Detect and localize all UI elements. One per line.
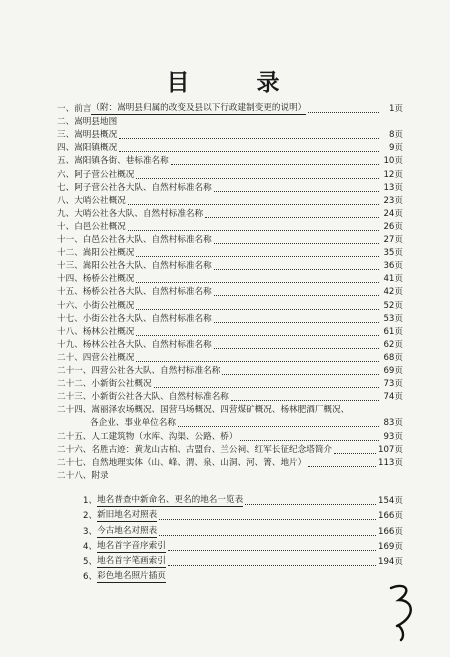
toc-entry xyxy=(57,102,403,115)
handwritten-mark xyxy=(383,582,423,642)
dot-leader xyxy=(119,142,379,152)
page-number: 8页 xyxy=(388,130,403,141)
dot-leader xyxy=(178,417,379,427)
dot-leader xyxy=(334,444,376,454)
entry-number: 4、 xyxy=(83,541,98,552)
page-number: 93页 xyxy=(383,431,403,442)
entry-number: 二十五、 xyxy=(57,431,92,442)
entry-label: 彩色地名照片插页 xyxy=(97,571,166,582)
entry-number: 三、 xyxy=(57,130,75,141)
entry-number: 十三、 xyxy=(57,261,83,272)
entry-number: 5、 xyxy=(83,557,98,568)
appendix-entry xyxy=(83,540,403,553)
entry-number: 四、 xyxy=(57,143,75,154)
entry-label: 小新街公社各大队、自然村标准名称 xyxy=(91,392,229,403)
dot-leader xyxy=(159,510,376,520)
page-number: 69页 xyxy=(383,366,403,376)
toc-entry xyxy=(57,430,403,443)
toc-entry xyxy=(57,259,403,272)
entry-note: （附：嵩明县归属的改变及县以下行政建制变更的说明） xyxy=(91,103,307,113)
entry-number: 十七、 xyxy=(57,313,83,324)
page-number: 166页 xyxy=(378,511,403,522)
toc-entry xyxy=(57,128,403,141)
entry-number: 一、 xyxy=(57,104,75,114)
toc-entry xyxy=(57,285,403,298)
entry-label: 自然地理实体（山、峰、渭、泉、山洞、河、箐、地片） xyxy=(91,457,307,468)
page-title: 目 录 xyxy=(166,69,302,96)
toc-entry xyxy=(57,246,403,259)
entry-label: 嵩阳镇概况 xyxy=(74,143,118,154)
toc-entry xyxy=(57,168,403,181)
entry-label: 嵩阳镇各街、巷标准名称 xyxy=(74,156,169,167)
entry-label: 新旧地名对照表 xyxy=(97,510,158,521)
entry-label: 附录 xyxy=(91,470,109,481)
dot-leader xyxy=(128,195,379,205)
page-number: 42页 xyxy=(383,287,403,298)
toc-entry xyxy=(57,469,403,482)
dot-leader xyxy=(222,365,379,375)
dot-leader xyxy=(214,286,379,296)
page-number: 61页 xyxy=(383,326,403,337)
toc-entry xyxy=(57,233,403,246)
entry-label: 杨桥公社概况 xyxy=(82,274,135,285)
entry-label: 四营公社概况 xyxy=(82,352,135,363)
page-number: 166页 xyxy=(378,526,403,537)
page-number: 35页 xyxy=(383,248,403,259)
entry-number: 十五、 xyxy=(57,287,83,298)
entry-number: 十九、 xyxy=(57,339,83,350)
entry-number: 十六、 xyxy=(57,300,83,311)
toc-entry xyxy=(57,390,403,403)
appendix-entry xyxy=(83,509,403,522)
toc-entry xyxy=(57,377,403,390)
entry-number: 五、 xyxy=(57,156,75,167)
entry-label: 四营公社各大队、自然村标准名称 xyxy=(91,366,221,376)
page-number: 12页 xyxy=(383,169,403,180)
dot-leader xyxy=(168,541,376,551)
page-number: 26页 xyxy=(383,221,403,232)
dot-leader xyxy=(168,556,376,566)
toc-entry xyxy=(57,194,403,207)
entry-label: 阿子营公社各大队、自然村标准名称 xyxy=(74,182,212,193)
dot-leader xyxy=(171,155,379,165)
page-number: 27页 xyxy=(383,235,403,245)
entry-number: 八、 xyxy=(57,195,75,206)
dot-leader xyxy=(128,221,379,231)
entry-label: 人工建筑物（水库、沟渠、公路、桥） xyxy=(91,431,238,442)
dot-leader xyxy=(231,391,379,401)
entry-label: 嵩阳公社各大队、自然村标准名称 xyxy=(82,261,212,272)
entry-label: 嵩阳公社概况 xyxy=(82,248,135,259)
entry-number: 二、 xyxy=(57,117,75,128)
toc-entry xyxy=(57,141,403,154)
toc-entry xyxy=(57,403,403,416)
entry-label: 嵩丽泽农场概况、国营马场概况、四营煤矿概况、杨林肥酒厂概况、 xyxy=(91,405,350,416)
dot-leader xyxy=(159,526,376,536)
entry-label: 前言 xyxy=(74,104,92,114)
page-number: 13页 xyxy=(383,182,403,193)
toc-entry xyxy=(57,325,403,338)
toc-entry xyxy=(57,207,403,220)
entry-number: 七、 xyxy=(57,182,75,193)
entry-label: 小街公社概况 xyxy=(82,300,135,311)
dot-leader xyxy=(136,326,379,336)
dot-leader xyxy=(136,169,379,179)
entry-number: 十八、 xyxy=(57,326,83,337)
entry-number: 九、 xyxy=(57,208,75,219)
toc-entry xyxy=(57,456,403,469)
dot-leader xyxy=(119,129,379,139)
entry-number: 二十四、 xyxy=(57,405,92,416)
toc-entry xyxy=(57,154,403,167)
entry-label: 杨桥公社各大队、自然村标准名称 xyxy=(82,287,212,298)
entry-number: 二十一、 xyxy=(57,366,92,376)
dot-leader xyxy=(214,182,379,192)
dot-leader xyxy=(214,260,379,270)
dot-leader xyxy=(205,208,379,218)
entry-label: 地名普查中新命名、更名的地名一览表 xyxy=(97,494,244,505)
entry-label: 地名首字音序索引 xyxy=(97,540,166,551)
toc-entry xyxy=(57,115,403,128)
page-number: 83页 xyxy=(383,418,403,429)
page-number: 9页 xyxy=(388,143,403,154)
entry-label: 白邑公社概况 xyxy=(74,221,126,232)
entry-number: 六、 xyxy=(57,169,75,180)
page-number: 154页 xyxy=(378,495,403,506)
entry-number: 1、 xyxy=(83,495,98,506)
dot-leader xyxy=(136,247,379,257)
toc-entry xyxy=(57,299,403,312)
entry-label: 小新街公社概况 xyxy=(91,379,152,390)
entry-label: 小街公社各大队、自然村标准名称 xyxy=(82,313,212,324)
dot-leader xyxy=(308,103,379,113)
page-number: 36页 xyxy=(383,261,403,272)
entry-number: 二十八、 xyxy=(57,470,92,481)
dot-leader xyxy=(136,273,379,283)
page-number: 62页 xyxy=(383,339,403,350)
dot-leader xyxy=(214,234,379,244)
toc-entry xyxy=(57,312,403,325)
entry-number: 二十二、 xyxy=(57,379,92,390)
toc-entry xyxy=(57,416,403,429)
dot-leader xyxy=(214,313,379,323)
dot-leader xyxy=(214,339,379,349)
entry-number: 二十七、 xyxy=(57,457,92,468)
toc-entry xyxy=(57,364,403,377)
page-number: 53页 xyxy=(383,313,403,324)
entry-label: 白邑公社各大队、自然村标准名称 xyxy=(82,235,212,245)
entry-number: 3、 xyxy=(83,526,98,537)
entry-number: 十二、 xyxy=(57,248,83,259)
appendix-entry xyxy=(83,525,403,538)
entry-label: 今古地名对照表 xyxy=(97,525,158,536)
toc-entry xyxy=(57,443,403,456)
entry-number: 6、 xyxy=(83,572,98,583)
entry-label: 嵩明县概况 xyxy=(74,130,118,141)
page-number: 1页 xyxy=(388,104,403,114)
page-number: 194页 xyxy=(378,557,403,568)
entry-number: 二十、 xyxy=(57,352,83,363)
dot-leader xyxy=(136,352,379,362)
entry-label: 嵩明县地图 xyxy=(74,117,118,128)
dot-leader xyxy=(245,495,376,505)
entry-number: 十四、 xyxy=(57,274,83,285)
page-number: 74页 xyxy=(383,392,403,403)
entry-label: 阿子营公社概况 xyxy=(74,169,135,180)
dot-leader xyxy=(154,378,379,388)
entry-label: 名胜古迹：黄龙山古柏、古盟台、兰公祠、红军长征纪念塔简介 xyxy=(91,444,333,455)
toc-entry xyxy=(57,272,403,285)
entry-label: 杨林公社各大队、自然村标准名称 xyxy=(82,339,212,350)
entry-number: 十、 xyxy=(57,221,75,232)
page-number: 52页 xyxy=(383,300,403,311)
page-number: 10页 xyxy=(383,156,403,167)
page-number: 113页 xyxy=(378,457,403,468)
page-number: 68页 xyxy=(383,352,403,363)
entry-number: 2、 xyxy=(83,511,98,522)
entry-number: 十一、 xyxy=(57,235,83,245)
page-number: 24页 xyxy=(383,208,403,219)
dot-leader xyxy=(136,300,379,310)
page-number: 73页 xyxy=(383,379,403,390)
page-number: 23页 xyxy=(383,195,403,206)
entry-label: 各企业、事业单位名称 xyxy=(90,418,176,429)
appendix-entry xyxy=(83,555,403,568)
appendix-entry xyxy=(83,570,403,583)
page-number: 41页 xyxy=(383,274,403,285)
entry-label: 地名首字笔画索引 xyxy=(97,556,166,567)
page-number: 169页 xyxy=(378,541,403,552)
entry-number: 二十六、 xyxy=(57,444,92,455)
entry-number: 二十三、 xyxy=(57,392,92,403)
entry-label: 大哨公社各大队、自然村标准名称 xyxy=(74,208,204,219)
toc-entry xyxy=(57,220,403,233)
appendix-entry xyxy=(83,494,403,507)
toc-entry xyxy=(57,181,403,194)
entry-label: 杨林公社概况 xyxy=(82,326,135,337)
page-number: 107页 xyxy=(378,444,403,455)
toc-entry xyxy=(57,338,403,351)
toc-entry xyxy=(57,351,403,364)
entry-label: 大哨公社概况 xyxy=(74,195,126,206)
dot-leader xyxy=(308,457,376,467)
dot-leader xyxy=(240,431,380,441)
